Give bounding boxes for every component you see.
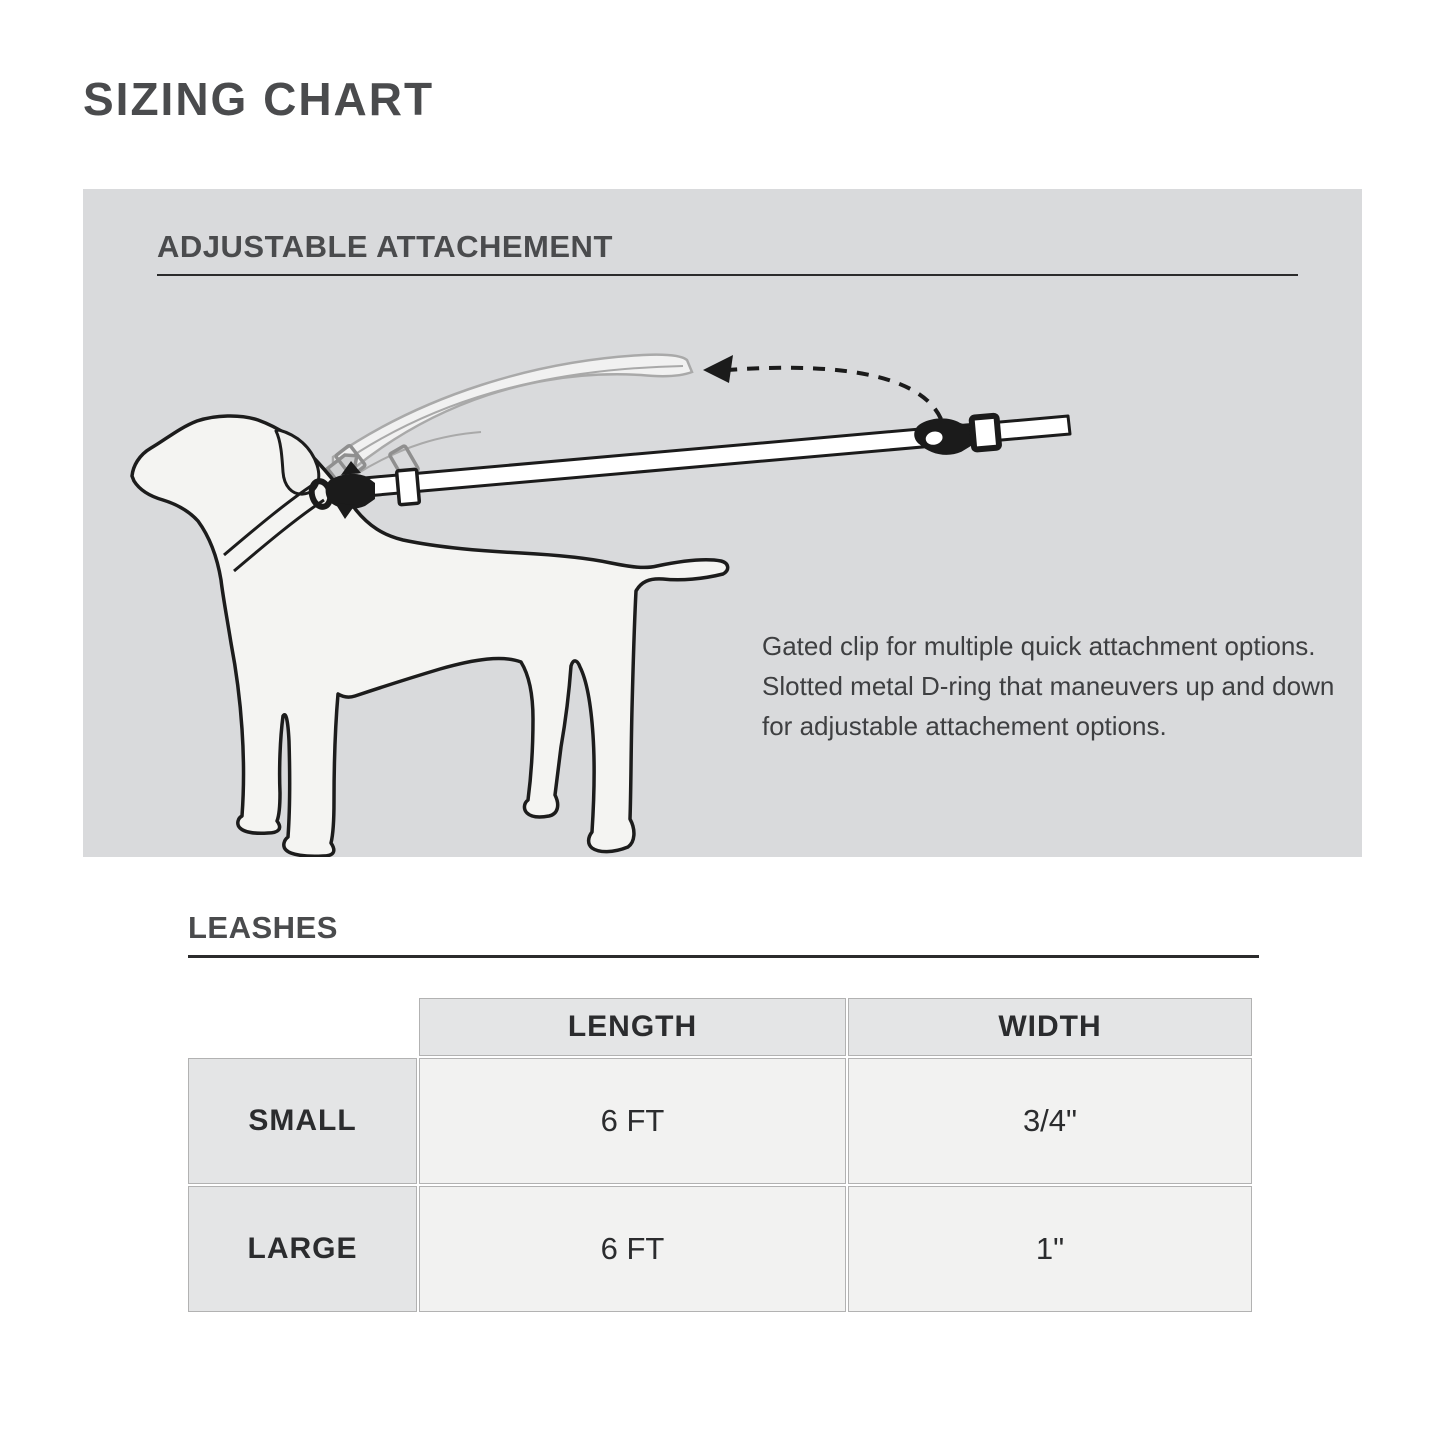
small-width-value: 3/4" [848,1058,1252,1184]
row-header-small: SMALL [188,1058,417,1184]
column-header-width: WIDTH [848,998,1252,1056]
page-title: SIZING CHART [83,73,435,125]
small-length-value: 6 FT [419,1058,846,1184]
large-width-value: 1" [848,1186,1252,1312]
leash-slider [397,469,420,505]
panel-heading: ADJUSTABLE ATTACHEMENT [157,229,613,264]
dog-leash-illustration [83,189,1362,857]
large-length-value: 6 FT [419,1186,846,1312]
table-header-row [188,998,1252,1056]
leash-sizing-table [186,996,1254,1314]
table-row-large [188,1186,1252,1312]
adjustable-attachment-panel [83,189,1362,857]
caption-line: for adjustable attachement options. [762,711,1167,741]
leash-buckle [972,416,1000,450]
leash-gated-clip [913,413,999,457]
attachment-caption [762,626,1334,746]
caption-line: Gated clip for multiple quick attachment options. [762,631,1316,661]
leashes-heading: LEASHES [188,910,338,945]
motion-arrow [703,355,941,419]
caption-line: Slotted metal D-ring that maneuvers up and down [762,671,1335,701]
table-corner-cell [188,998,417,1056]
column-header-length: LENGTH [419,998,846,1056]
row-header-large: LARGE [188,1186,417,1312]
arrowhead [703,355,733,383]
table-row-small [188,1058,1252,1184]
leashes-heading-rule [188,955,1259,958]
